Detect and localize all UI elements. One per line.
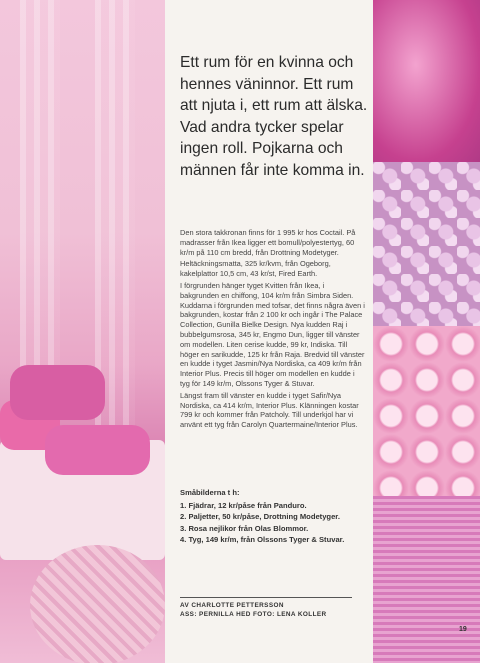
credit-photo: ASS: PERNILLA HED FOTO: LENA KOLLER xyxy=(180,611,327,618)
fabric-swatch xyxy=(373,496,480,663)
credits xyxy=(180,601,365,619)
page-number: 19 xyxy=(459,626,467,633)
article-column xyxy=(165,0,373,663)
caption-item: 1. Fjädrar, 12 kr/påse från Panduro. xyxy=(180,500,307,510)
body-paragraph: Längst fram till vänster en kudde i tyget Safir/Nya Nordiska, ca 414 kr/m, Interior Plus. Klänningen kostar 799 kr och kommer från Patcholy. Till underkjol har vi använt ett tyg från Carolyn Quartermaine/Interior Plus. xyxy=(180,390,359,430)
carnations-swatch xyxy=(373,326,480,496)
feathers-swatch xyxy=(373,0,480,162)
caption-item: 4. Tyg, 149 kr/m, från Olssons Tyger & Stuvar. xyxy=(180,535,345,545)
article-body xyxy=(180,228,365,432)
swatch-column xyxy=(373,0,480,663)
photo-captions xyxy=(180,488,365,547)
captions-title: Småbilderna t h: xyxy=(180,488,240,497)
body-paragraph: Heltäckningsmatta, 325 kr/kvm, från Ogeborg, kakelplattor 10,5 cm, 43 kr/st, Fired Earth. xyxy=(180,259,331,279)
caption-item: 3. Rosa nejlikor från Olas Blommor. xyxy=(180,523,309,533)
divider xyxy=(180,597,352,598)
body-paragraph: I förgrunden hänger tyget Kvitten från Ikea, i bakgrunden en chiffong, 104 kr/m från Simbra Siden. Kuddarna i förgrunden med tofsar, det finns några även i bakgrunden, kostar från 2 100 kr och ingår i The Palace Collection, Gunilla Bielke Design. Nya kudden Raj i bubbelgumsrosa, 345 kr, Engmo Dun, ligger till vänster om modellen. Liten cerise kudde, 99 kr, Indiska. Till höger en sarikudde, 125 kr från Raja. Bredvid till vänster en kudde i tyget Jasmin/Nya Nordiska, ca 409 kr/m från Interior Plus. Precis till höger om modellen en kudde i tyg för 149 kr/m, Olssons Tyger & Stuvar. xyxy=(180,280,365,388)
caption-item: 2. Paljetter, 50 kr/påse, Drottning Modetyger. xyxy=(180,512,340,522)
pillow xyxy=(10,365,105,420)
room-photo xyxy=(0,0,165,663)
bolster-pillow xyxy=(30,545,165,663)
credit-author: AV CHARLOTTE PETTERSSON xyxy=(180,602,284,609)
headline: Ett rum för en kvinna och hennes väninnor. Ett rum att njuta i, ett rum att älska. Vad andra tycker spelar ingen roll. Pojkarna och männen får inte komma in. xyxy=(180,54,368,179)
pillow xyxy=(45,425,150,475)
sequins-swatch xyxy=(373,162,480,326)
body-paragraph: Den stora takkronan finns för 1 995 kr hos Coctail. På madrasser från Ikea ligger ett bomull/polyestertyg, 60 kr/m på 110 cm bredd, från Drottning Modetyger. xyxy=(180,228,356,257)
